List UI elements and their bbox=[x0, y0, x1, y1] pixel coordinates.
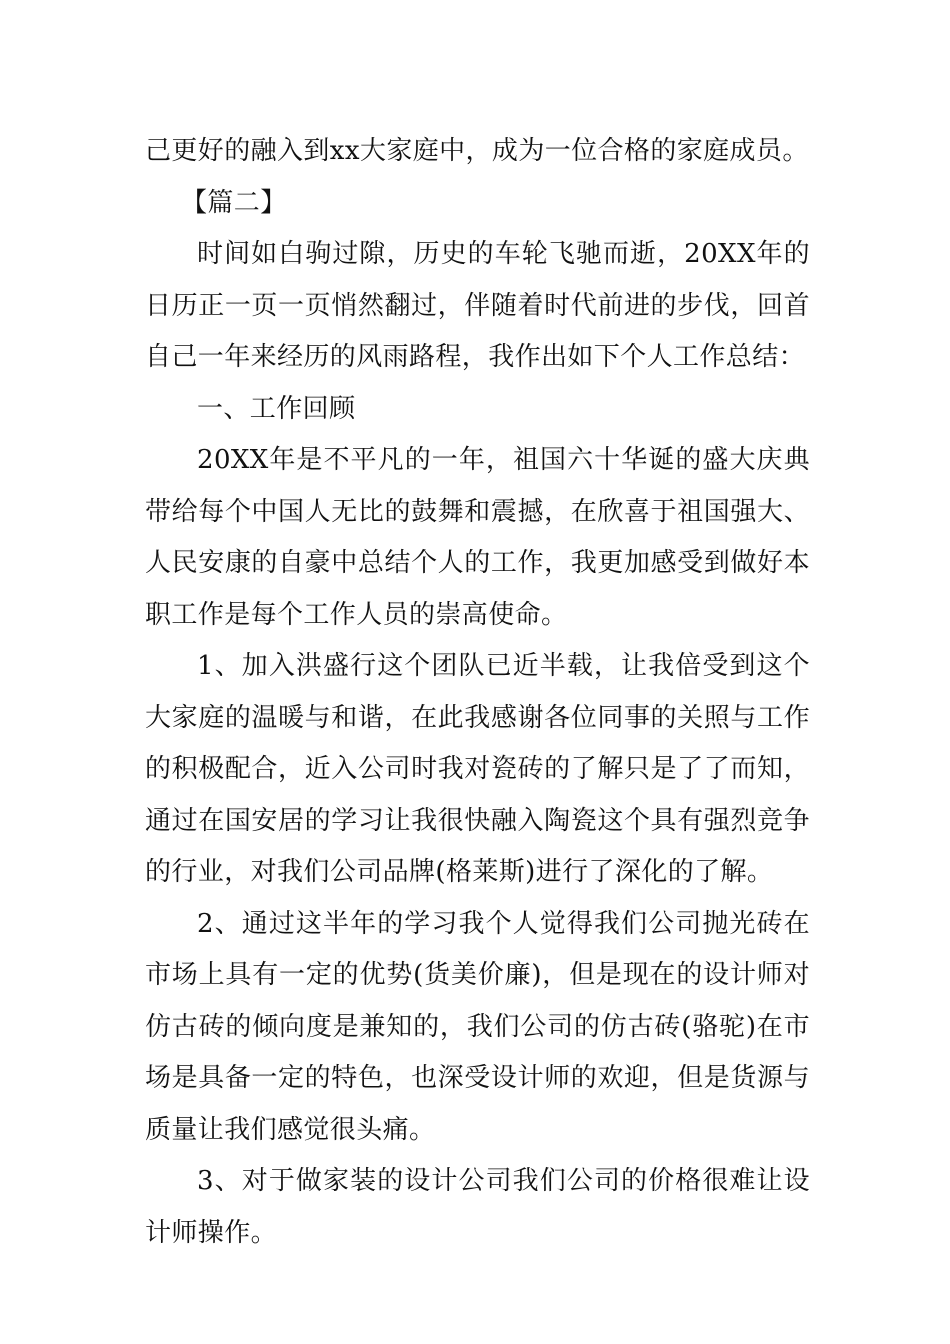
paragraph-item-1: 1、加入洪盛行这个团队已近半载，让我倍受到这个大家庭的温暖与和谐，在此我感谢各位同事的关照与工作的积极配合，近入公司时我对瓷砖的了解只是了了而知，通过在国安居的学习让我很快融入陶瓷这个具有强烈竞争的行业，对我们公司品牌(格莱斯)进行了深化的了解。 bbox=[145, 651, 810, 887]
paragraph-intro: 时间如白驹过隙，历史的车轮飞驰而逝，20XX年的日历正一页一页悄然翻过，伴随着时代前进的步伐，回首自己一年来经历的风雨路程，我作出如下个人工作总结： bbox=[145, 239, 810, 372]
document-page bbox=[145, 126, 810, 1259]
section-heading-part-two: 【篇二】 bbox=[181, 187, 287, 218]
paragraph-continuation: 己更好的融入到xx大家庭中，成为一位合格的家庭成员。 bbox=[145, 136, 809, 166]
paragraph-item-2: 2、通过这半年的学习我个人觉得我们公司抛光砖在市场上具有一定的优势(货美价廉)，但是现在的设计师对仿古砖的倾向度是兼知的，我们公司的仿古砖(骆驼)在市场是具备一定的特色，也深受设计师的欢迎，但是货源与质量让我们感觉很头痛。 bbox=[145, 908, 810, 1145]
subheading-work-review: 一、工作回顾 bbox=[197, 393, 356, 424]
paragraph-year-summary: 20XX年是不平凡的一年，祖国六十华诞的盛大庆典带给每个中国人无比的鼓舞和震撼，在欣喜于祖国强大、人民安康的自豪中总结个人的工作，我更加感受到做好本职工作是每个工作人员的崇高使命。 bbox=[145, 445, 810, 630]
paragraph-item-3: 3、对于做家装的设计公司我们公司的价格很难让设计师操作。 bbox=[145, 1166, 810, 1248]
